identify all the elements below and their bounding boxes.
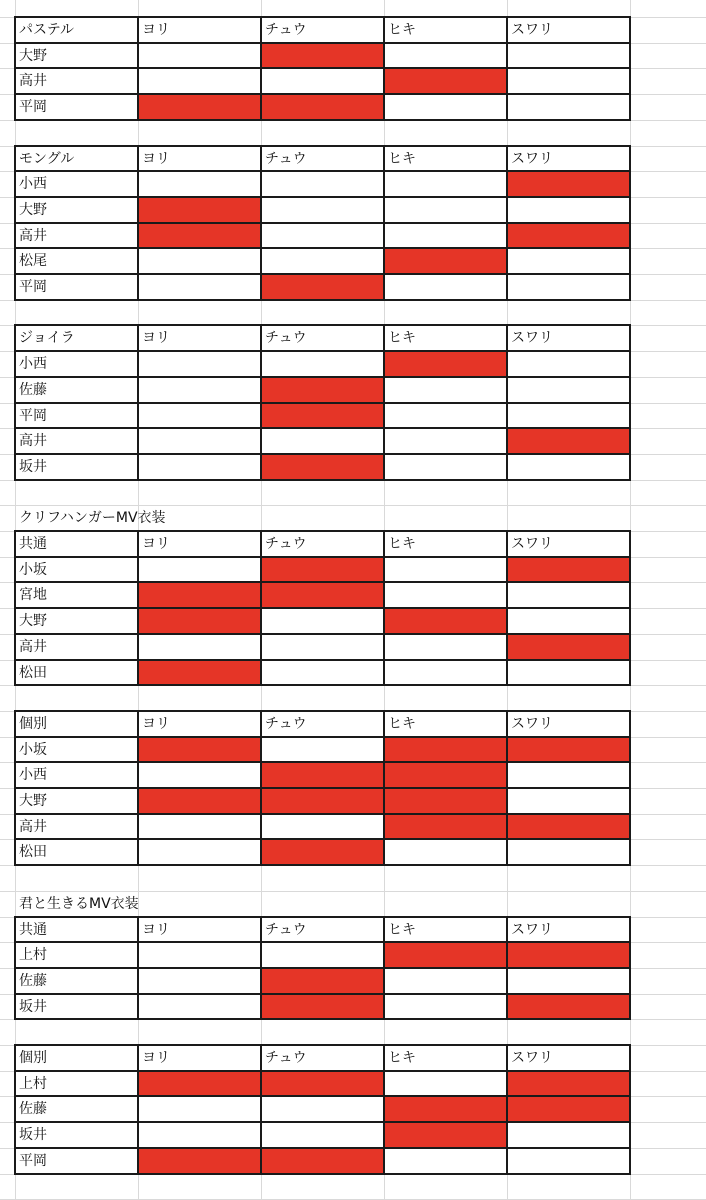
empty-cell[interactable]	[507, 839, 630, 865]
empty-cell[interactable]	[507, 68, 630, 94]
table-border-horizontal	[15, 659, 631, 661]
empty-cell[interactable]	[384, 994, 507, 1019]
empty-cell[interactable]	[507, 197, 630, 223]
marked-cell[interactable]	[507, 1096, 630, 1122]
empty-cell[interactable]	[138, 403, 261, 428]
empty-cell[interactable]	[138, 171, 261, 197]
empty-cell[interactable]	[384, 43, 507, 68]
marked-cell[interactable]	[507, 942, 630, 968]
marked-cell[interactable]	[384, 248, 507, 274]
table-border-vertical	[14, 16, 16, 121]
row-name-cell[interactable]: 大野	[19, 613, 47, 629]
row-name-cell[interactable]: 平岡	[19, 1153, 47, 1169]
empty-cell[interactable]	[261, 68, 384, 94]
table-border-vertical	[383, 1044, 385, 1175]
column-header[interactable]: ヒキ	[388, 922, 416, 938]
column-header[interactable]: スワリ	[511, 922, 553, 938]
empty-cell[interactable]	[261, 248, 384, 274]
empty-cell[interactable]	[261, 814, 384, 839]
empty-cell[interactable]	[507, 248, 630, 274]
table-border-horizontal	[15, 710, 631, 712]
column-header[interactable]: スワリ	[511, 151, 553, 167]
table-border-vertical	[137, 916, 139, 1020]
marked-cell[interactable]	[138, 223, 261, 248]
marked-cell[interactable]	[261, 839, 384, 865]
table-border-vertical	[260, 530, 262, 686]
table-border-vertical	[383, 710, 385, 866]
column-header[interactable]: チュウ	[265, 536, 307, 552]
row-name-cell[interactable]: 小西	[19, 767, 47, 783]
table-border-horizontal	[15, 1147, 631, 1149]
table-border-vertical	[137, 1044, 139, 1175]
empty-cell[interactable]	[384, 454, 507, 480]
empty-cell[interactable]	[138, 994, 261, 1019]
row-name-cell[interactable]: 佐藤	[19, 382, 47, 398]
column-header[interactable]: ヒキ	[388, 716, 416, 732]
table-border-horizontal	[15, 581, 631, 583]
marked-cell[interactable]	[384, 1122, 507, 1148]
empty-cell[interactable]	[261, 351, 384, 377]
row-name-cell[interactable]: 高井	[19, 639, 47, 655]
row-name-cell[interactable]: 小西	[19, 356, 47, 372]
empty-cell[interactable]	[261, 171, 384, 197]
table-border-horizontal	[15, 530, 631, 532]
column-header[interactable]: ヨリ	[142, 536, 170, 552]
table-border-horizontal	[15, 222, 631, 224]
empty-cell[interactable]	[138, 1096, 261, 1122]
empty-cell[interactable]	[261, 737, 384, 762]
marked-cell[interactable]	[507, 223, 630, 248]
table-border-vertical	[14, 916, 16, 1020]
table-border-horizontal	[15, 1018, 631, 1020]
table-border-horizontal	[15, 93, 631, 95]
empty-cell[interactable]	[384, 377, 507, 403]
empty-cell[interactable]	[507, 788, 630, 814]
column-header[interactable]: ヒキ	[388, 330, 416, 346]
marked-cell[interactable]	[138, 197, 261, 223]
table-border-horizontal	[15, 607, 631, 609]
empty-cell[interactable]	[507, 43, 630, 68]
marked-cell[interactable]	[507, 814, 630, 839]
table-border-vertical	[629, 16, 631, 121]
marked-cell[interactable]	[261, 377, 384, 403]
empty-cell[interactable]	[138, 454, 261, 480]
table-border-horizontal	[15, 170, 631, 172]
empty-cell[interactable]	[261, 223, 384, 248]
row-name-cell[interactable]: 高井	[19, 433, 47, 449]
table-border-vertical	[14, 530, 16, 686]
table-border-horizontal	[15, 67, 631, 69]
table-border-vertical	[629, 710, 631, 866]
table-border-vertical	[260, 145, 262, 301]
empty-cell[interactable]	[384, 557, 507, 582]
column-header[interactable]: ヒキ	[388, 536, 416, 552]
table-border-horizontal	[15, 1173, 631, 1175]
row-name-cell[interactable]: 坂井	[19, 1127, 47, 1143]
table-header-label[interactable]: ジョイラ	[19, 330, 75, 346]
marked-cell[interactable]	[384, 762, 507, 788]
table-border-vertical	[137, 16, 139, 121]
table-border-vertical	[506, 1044, 508, 1175]
marked-cell[interactable]	[261, 94, 384, 120]
column-header[interactable]: ヨリ	[142, 716, 170, 732]
table-border-horizontal	[15, 453, 631, 455]
column-header[interactable]: ヨリ	[142, 151, 170, 167]
table-border-horizontal	[15, 736, 631, 738]
column-header[interactable]: チュウ	[265, 330, 307, 346]
table-border-vertical	[14, 324, 16, 481]
section-title: クリフハンガーMV衣装	[19, 510, 166, 526]
empty-cell[interactable]	[384, 634, 507, 660]
table-header-label[interactable]: 共通	[19, 536, 47, 552]
empty-cell[interactable]	[138, 762, 261, 788]
column-header[interactable]: スワリ	[511, 716, 553, 732]
row-name-cell[interactable]: 大野	[19, 48, 47, 64]
row-name-cell[interactable]: 松田	[19, 844, 47, 860]
empty-cell[interactable]	[507, 1122, 630, 1148]
table-border-horizontal	[15, 402, 631, 404]
row-name-cell[interactable]: 大野	[19, 202, 47, 218]
table-border-vertical	[383, 916, 385, 1020]
empty-cell[interactable]	[138, 43, 261, 68]
table-border-vertical	[629, 324, 631, 481]
row-name-cell[interactable]: 松尾	[19, 253, 47, 269]
empty-cell[interactable]	[138, 428, 261, 454]
table-border-horizontal	[15, 16, 631, 18]
table-border-vertical	[506, 530, 508, 686]
empty-cell[interactable]	[507, 454, 630, 480]
table-border-horizontal	[15, 273, 631, 275]
marked-cell[interactable]	[261, 403, 384, 428]
empty-cell[interactable]	[138, 377, 261, 403]
marked-cell[interactable]	[138, 788, 261, 814]
marked-cell[interactable]	[138, 660, 261, 685]
empty-cell[interactable]	[261, 634, 384, 660]
marked-cell[interactable]	[261, 582, 384, 608]
marked-cell[interactable]	[507, 557, 630, 582]
table-border-horizontal	[15, 633, 631, 635]
marked-cell[interactable]	[261, 788, 384, 814]
empty-cell[interactable]	[384, 1071, 507, 1096]
table-border-horizontal	[15, 299, 631, 301]
table-border-horizontal	[15, 479, 631, 481]
empty-cell[interactable]	[384, 403, 507, 428]
table-border-horizontal	[15, 1095, 631, 1097]
marked-cell[interactable]	[384, 788, 507, 814]
table-header-label[interactable]: モングル	[19, 151, 75, 167]
table-border-horizontal	[15, 864, 631, 866]
empty-cell[interactable]	[261, 608, 384, 634]
empty-cell[interactable]	[507, 274, 630, 300]
empty-cell[interactable]	[507, 608, 630, 634]
empty-cell[interactable]	[138, 557, 261, 582]
empty-cell[interactable]	[384, 839, 507, 865]
marked-cell[interactable]	[384, 814, 507, 839]
table-border-horizontal	[15, 1121, 631, 1123]
empty-cell[interactable]	[384, 1148, 507, 1174]
empty-cell[interactable]	[384, 428, 507, 454]
row-name-cell[interactable]: 平岡	[19, 99, 47, 115]
column-header[interactable]: ヨリ	[142, 1050, 170, 1066]
table-header-label[interactable]: 共通	[19, 922, 47, 938]
table-border-horizontal	[15, 761, 631, 763]
empty-cell[interactable]	[261, 428, 384, 454]
table-border-horizontal	[15, 967, 631, 969]
marked-cell[interactable]	[261, 762, 384, 788]
column-header[interactable]: スワリ	[511, 330, 553, 346]
marked-cell[interactable]	[261, 968, 384, 994]
row-name-cell[interactable]: 上村	[19, 1076, 47, 1092]
row-name-cell[interactable]: 小西	[19, 176, 47, 192]
row-name-cell[interactable]: 坂井	[19, 999, 47, 1015]
table-border-horizontal	[15, 145, 631, 147]
column-header[interactable]: スワリ	[511, 536, 553, 552]
marked-cell[interactable]	[507, 737, 630, 762]
empty-cell[interactable]	[507, 660, 630, 685]
marked-cell[interactable]	[138, 582, 261, 608]
empty-cell[interactable]	[507, 1148, 630, 1174]
table-border-horizontal	[15, 1070, 631, 1072]
table-border-vertical	[260, 710, 262, 866]
table-border-horizontal	[15, 119, 631, 121]
table-border-vertical	[506, 324, 508, 481]
empty-cell[interactable]	[384, 660, 507, 685]
marked-cell[interactable]	[507, 171, 630, 197]
column-header[interactable]: スワリ	[511, 22, 553, 38]
marked-cell[interactable]	[138, 608, 261, 634]
table-border-vertical	[260, 16, 262, 121]
empty-cell[interactable]	[384, 582, 507, 608]
table-border-vertical	[629, 1044, 631, 1175]
table-border-horizontal	[15, 350, 631, 352]
table-header-label[interactable]: 個別	[19, 716, 47, 732]
marked-cell[interactable]	[261, 994, 384, 1019]
row-name-cell[interactable]: 佐藤	[19, 1101, 47, 1117]
empty-cell[interactable]	[261, 1096, 384, 1122]
column-header[interactable]: チュウ	[265, 922, 307, 938]
table-border-vertical	[506, 16, 508, 121]
empty-cell[interactable]	[138, 351, 261, 377]
table-border-horizontal	[15, 838, 631, 840]
column-header[interactable]: ヨリ	[142, 330, 170, 346]
row-name-cell[interactable]: 小坂	[19, 562, 47, 578]
table-header-label[interactable]: パステル	[19, 22, 75, 38]
table-border-horizontal	[15, 916, 631, 918]
table-border-vertical	[14, 145, 16, 301]
column-header[interactable]: スワリ	[511, 1050, 553, 1066]
empty-cell[interactable]	[261, 942, 384, 968]
table-border-vertical	[506, 145, 508, 301]
marked-cell[interactable]	[261, 557, 384, 582]
table-border-vertical	[506, 710, 508, 866]
table-border-vertical	[383, 16, 385, 121]
table-border-horizontal	[15, 787, 631, 789]
marked-cell[interactable]	[138, 1071, 261, 1096]
marked-cell[interactable]	[261, 43, 384, 68]
table-border-horizontal	[15, 556, 631, 558]
row-name-cell[interactable]: 小坂	[19, 742, 47, 758]
column-header[interactable]: ヒキ	[388, 22, 416, 38]
marked-cell[interactable]	[261, 274, 384, 300]
row-name-cell[interactable]: 佐藤	[19, 973, 47, 989]
empty-cell[interactable]	[138, 274, 261, 300]
marked-cell[interactable]	[507, 994, 630, 1019]
column-header[interactable]: チュウ	[265, 716, 307, 732]
table-border-vertical	[137, 145, 139, 301]
empty-cell[interactable]	[138, 942, 261, 968]
table-border-vertical	[506, 916, 508, 1020]
table-border-vertical	[137, 324, 139, 481]
row-name-cell[interactable]: 坂井	[19, 459, 47, 475]
row-name-cell[interactable]: 平岡	[19, 279, 47, 295]
empty-cell[interactable]	[507, 582, 630, 608]
empty-cell[interactable]	[138, 839, 261, 865]
table-border-horizontal	[15, 247, 631, 249]
marked-cell[interactable]	[138, 1148, 261, 1174]
table-border-horizontal	[15, 813, 631, 815]
table-border-horizontal	[15, 684, 631, 686]
table-border-vertical	[137, 530, 139, 686]
empty-cell[interactable]	[261, 1122, 384, 1148]
empty-cell[interactable]	[507, 762, 630, 788]
table-border-horizontal	[15, 427, 631, 429]
table-border-vertical	[137, 710, 139, 866]
column-header[interactable]: チュウ	[265, 1050, 307, 1066]
row-name-cell[interactable]: 高井	[19, 73, 47, 89]
row-name-cell[interactable]: 高井	[19, 819, 47, 835]
marked-cell[interactable]	[384, 68, 507, 94]
empty-cell[interactable]	[138, 634, 261, 660]
column-header[interactable]: チュウ	[265, 22, 307, 38]
row-name-cell[interactable]: 大野	[19, 793, 47, 809]
empty-cell[interactable]	[138, 814, 261, 839]
marked-cell[interactable]	[261, 454, 384, 480]
marked-cell[interactable]	[384, 351, 507, 377]
table-border-horizontal	[15, 993, 631, 995]
marked-cell[interactable]	[261, 1148, 384, 1174]
column-header[interactable]: チュウ	[265, 151, 307, 167]
empty-cell[interactable]	[384, 171, 507, 197]
table-border-horizontal	[15, 941, 631, 943]
row-name-cell[interactable]: 松田	[19, 665, 47, 681]
table-border-vertical	[629, 530, 631, 686]
table-border-vertical	[14, 1044, 16, 1175]
marked-cell[interactable]	[384, 608, 507, 634]
empty-cell[interactable]	[261, 660, 384, 685]
column-header[interactable]: ヨリ	[142, 922, 170, 938]
empty-cell[interactable]	[384, 197, 507, 223]
marked-cell[interactable]	[384, 942, 507, 968]
empty-cell[interactable]	[384, 274, 507, 300]
empty-cell[interactable]	[507, 403, 630, 428]
empty-cell[interactable]	[507, 94, 630, 120]
table-border-horizontal	[15, 376, 631, 378]
table-border-vertical	[383, 324, 385, 481]
row-name-cell[interactable]: 高井	[19, 228, 47, 244]
table-border-horizontal	[15, 42, 631, 44]
marked-cell[interactable]	[384, 1096, 507, 1122]
table-border-vertical	[260, 916, 262, 1020]
marked-cell[interactable]	[507, 1071, 630, 1096]
empty-cell[interactable]	[507, 377, 630, 403]
empty-cell[interactable]	[261, 197, 384, 223]
table-border-horizontal	[15, 196, 631, 198]
empty-cell[interactable]	[384, 968, 507, 994]
table-header-label[interactable]: 個別	[19, 1050, 47, 1066]
marked-cell[interactable]	[507, 634, 630, 660]
table-border-vertical	[629, 916, 631, 1020]
empty-cell[interactable]	[384, 223, 507, 248]
marked-cell[interactable]	[138, 94, 261, 120]
row-name-cell[interactable]: 上村	[19, 947, 47, 963]
row-name-cell[interactable]: 平岡	[19, 408, 47, 424]
column-header[interactable]: ヒキ	[388, 1050, 416, 1066]
table-border-horizontal	[15, 1044, 631, 1046]
empty-cell[interactable]	[138, 68, 261, 94]
empty-cell[interactable]	[138, 248, 261, 274]
column-header[interactable]: ヒキ	[388, 151, 416, 167]
row-name-cell[interactable]: 宮地	[19, 587, 47, 603]
table-border-vertical	[383, 530, 385, 686]
table-border-vertical	[629, 145, 631, 301]
marked-cell[interactable]	[384, 737, 507, 762]
marked-cell[interactable]	[261, 1071, 384, 1096]
table-border-vertical	[260, 1044, 262, 1175]
empty-cell[interactable]	[138, 1122, 261, 1148]
empty-cell[interactable]	[384, 94, 507, 120]
empty-cell[interactable]	[138, 968, 261, 994]
table-border-vertical	[383, 145, 385, 301]
empty-cell[interactable]	[507, 968, 630, 994]
marked-cell[interactable]	[138, 737, 261, 762]
section-title: 君と生きるMV衣装	[19, 896, 139, 912]
marked-cell[interactable]	[507, 428, 630, 454]
table-border-horizontal	[15, 324, 631, 326]
empty-cell[interactable]	[507, 351, 630, 377]
table-border-vertical	[14, 710, 16, 866]
column-header[interactable]: ヨリ	[142, 22, 170, 38]
table-border-vertical	[260, 324, 262, 481]
